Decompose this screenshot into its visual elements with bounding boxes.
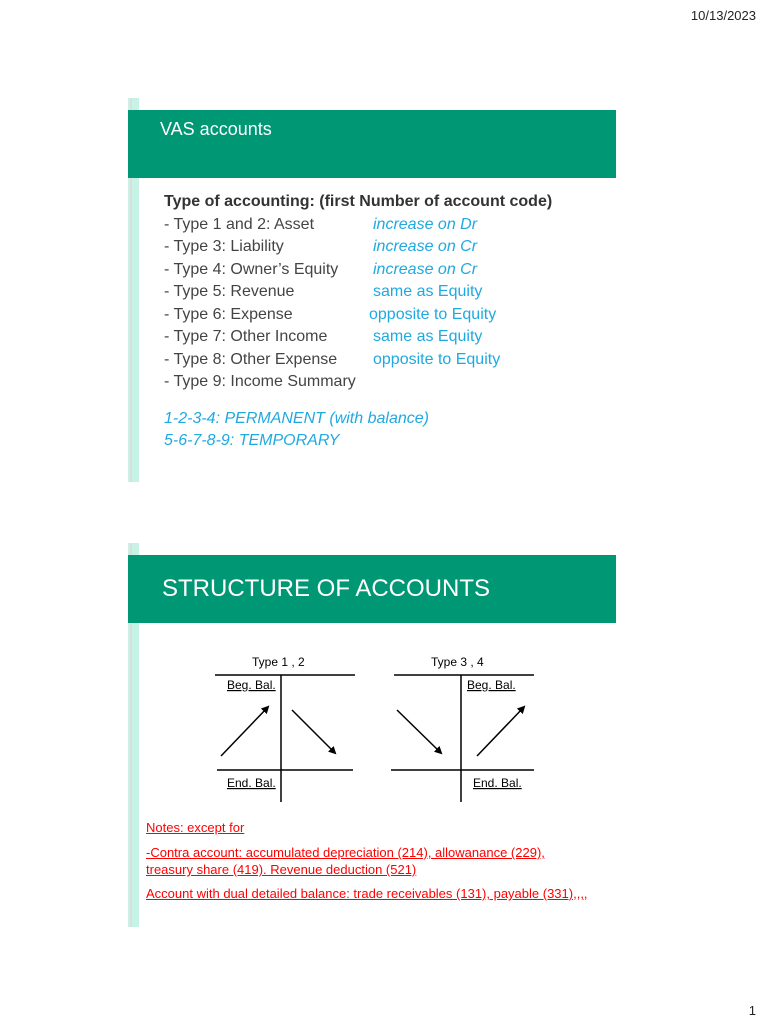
type-label: - Type 5: Revenue	[164, 283, 295, 300]
slide-header	[128, 110, 616, 178]
slide-vas-accounts	[128, 98, 616, 482]
list-item	[164, 349, 552, 372]
content-heading: Type of accounting: (first Number of account code)	[164, 193, 553, 210]
list-item	[164, 304, 552, 327]
notes-line-dual-balance: Account with dual detailed balance: trade receivables (131), payable (331),,,,	[146, 886, 588, 901]
type-note: opposite to Equity	[369, 305, 497, 323]
slide-content	[164, 191, 552, 453]
exception-notes	[146, 819, 588, 902]
t-right-arrow-down	[397, 710, 441, 753]
t-left-beg-bal: Beg. Bal.	[227, 678, 276, 692]
slide-title: STRUCTURE OF ACCOUNTS	[162, 575, 491, 602]
page-number: 1	[748, 1003, 756, 1018]
type-note: increase on Cr	[373, 238, 478, 255]
type-note: increase on Cr	[373, 260, 478, 278]
list-item	[164, 214, 552, 237]
t-right-beg-bal: Beg. Bal.	[467, 678, 516, 692]
notes-line-contra: -Contra account: accumulated depreciation (214), allowanance (229),	[146, 845, 545, 860]
list-item	[164, 371, 552, 394]
temporary-line: 5-6-7-8-9: TEMPORARY	[164, 432, 340, 449]
list-item	[164, 259, 552, 282]
account-summary	[164, 408, 552, 453]
type-note: same as Equity	[373, 283, 483, 300]
type-note: opposite to Equity	[373, 350, 501, 368]
t-left-arrow-down	[292, 710, 335, 753]
t-right-arrow-up	[477, 707, 524, 756]
type-label: - Type 1 and 2: Asset	[164, 215, 315, 233]
t-left-type-label: Type 1 , 2	[252, 655, 305, 669]
list-item	[164, 326, 552, 349]
list-item	[164, 236, 552, 259]
type-label: - Type 7: Other Income	[164, 328, 328, 345]
permanent-line: 1-2-3-4: PERMANENT (with balance)	[164, 409, 429, 427]
header-date: 10/13/2023	[690, 8, 756, 23]
type-label: - Type 8: Other Expense	[164, 350, 338, 368]
type-label: - Type 4: Owner’s Equity	[164, 260, 339, 278]
t-right-end-bal: End. Bal.	[473, 776, 522, 790]
type-label: - Type 9: Income Summary	[164, 373, 356, 390]
type-note: increase on Dr	[373, 215, 478, 233]
t-left-end-bal: End. Bal.	[227, 776, 276, 790]
t-left-arrow-up	[221, 707, 268, 756]
type-note: same as Equity	[373, 328, 483, 345]
slide-structure-of-accounts	[128, 543, 616, 927]
notes-title: Notes: except for	[146, 820, 245, 835]
type-label: - Type 3: Liability	[164, 238, 284, 255]
t-right-type-label: Type 3 , 4	[431, 655, 484, 669]
notes-line-treasury: treasury share (419). Revenue deduction (521)	[146, 862, 417, 877]
type-label: - Type 6: Expense	[164, 305, 293, 323]
list-item	[164, 281, 552, 304]
slide-title: VAS accounts	[160, 119, 272, 139]
